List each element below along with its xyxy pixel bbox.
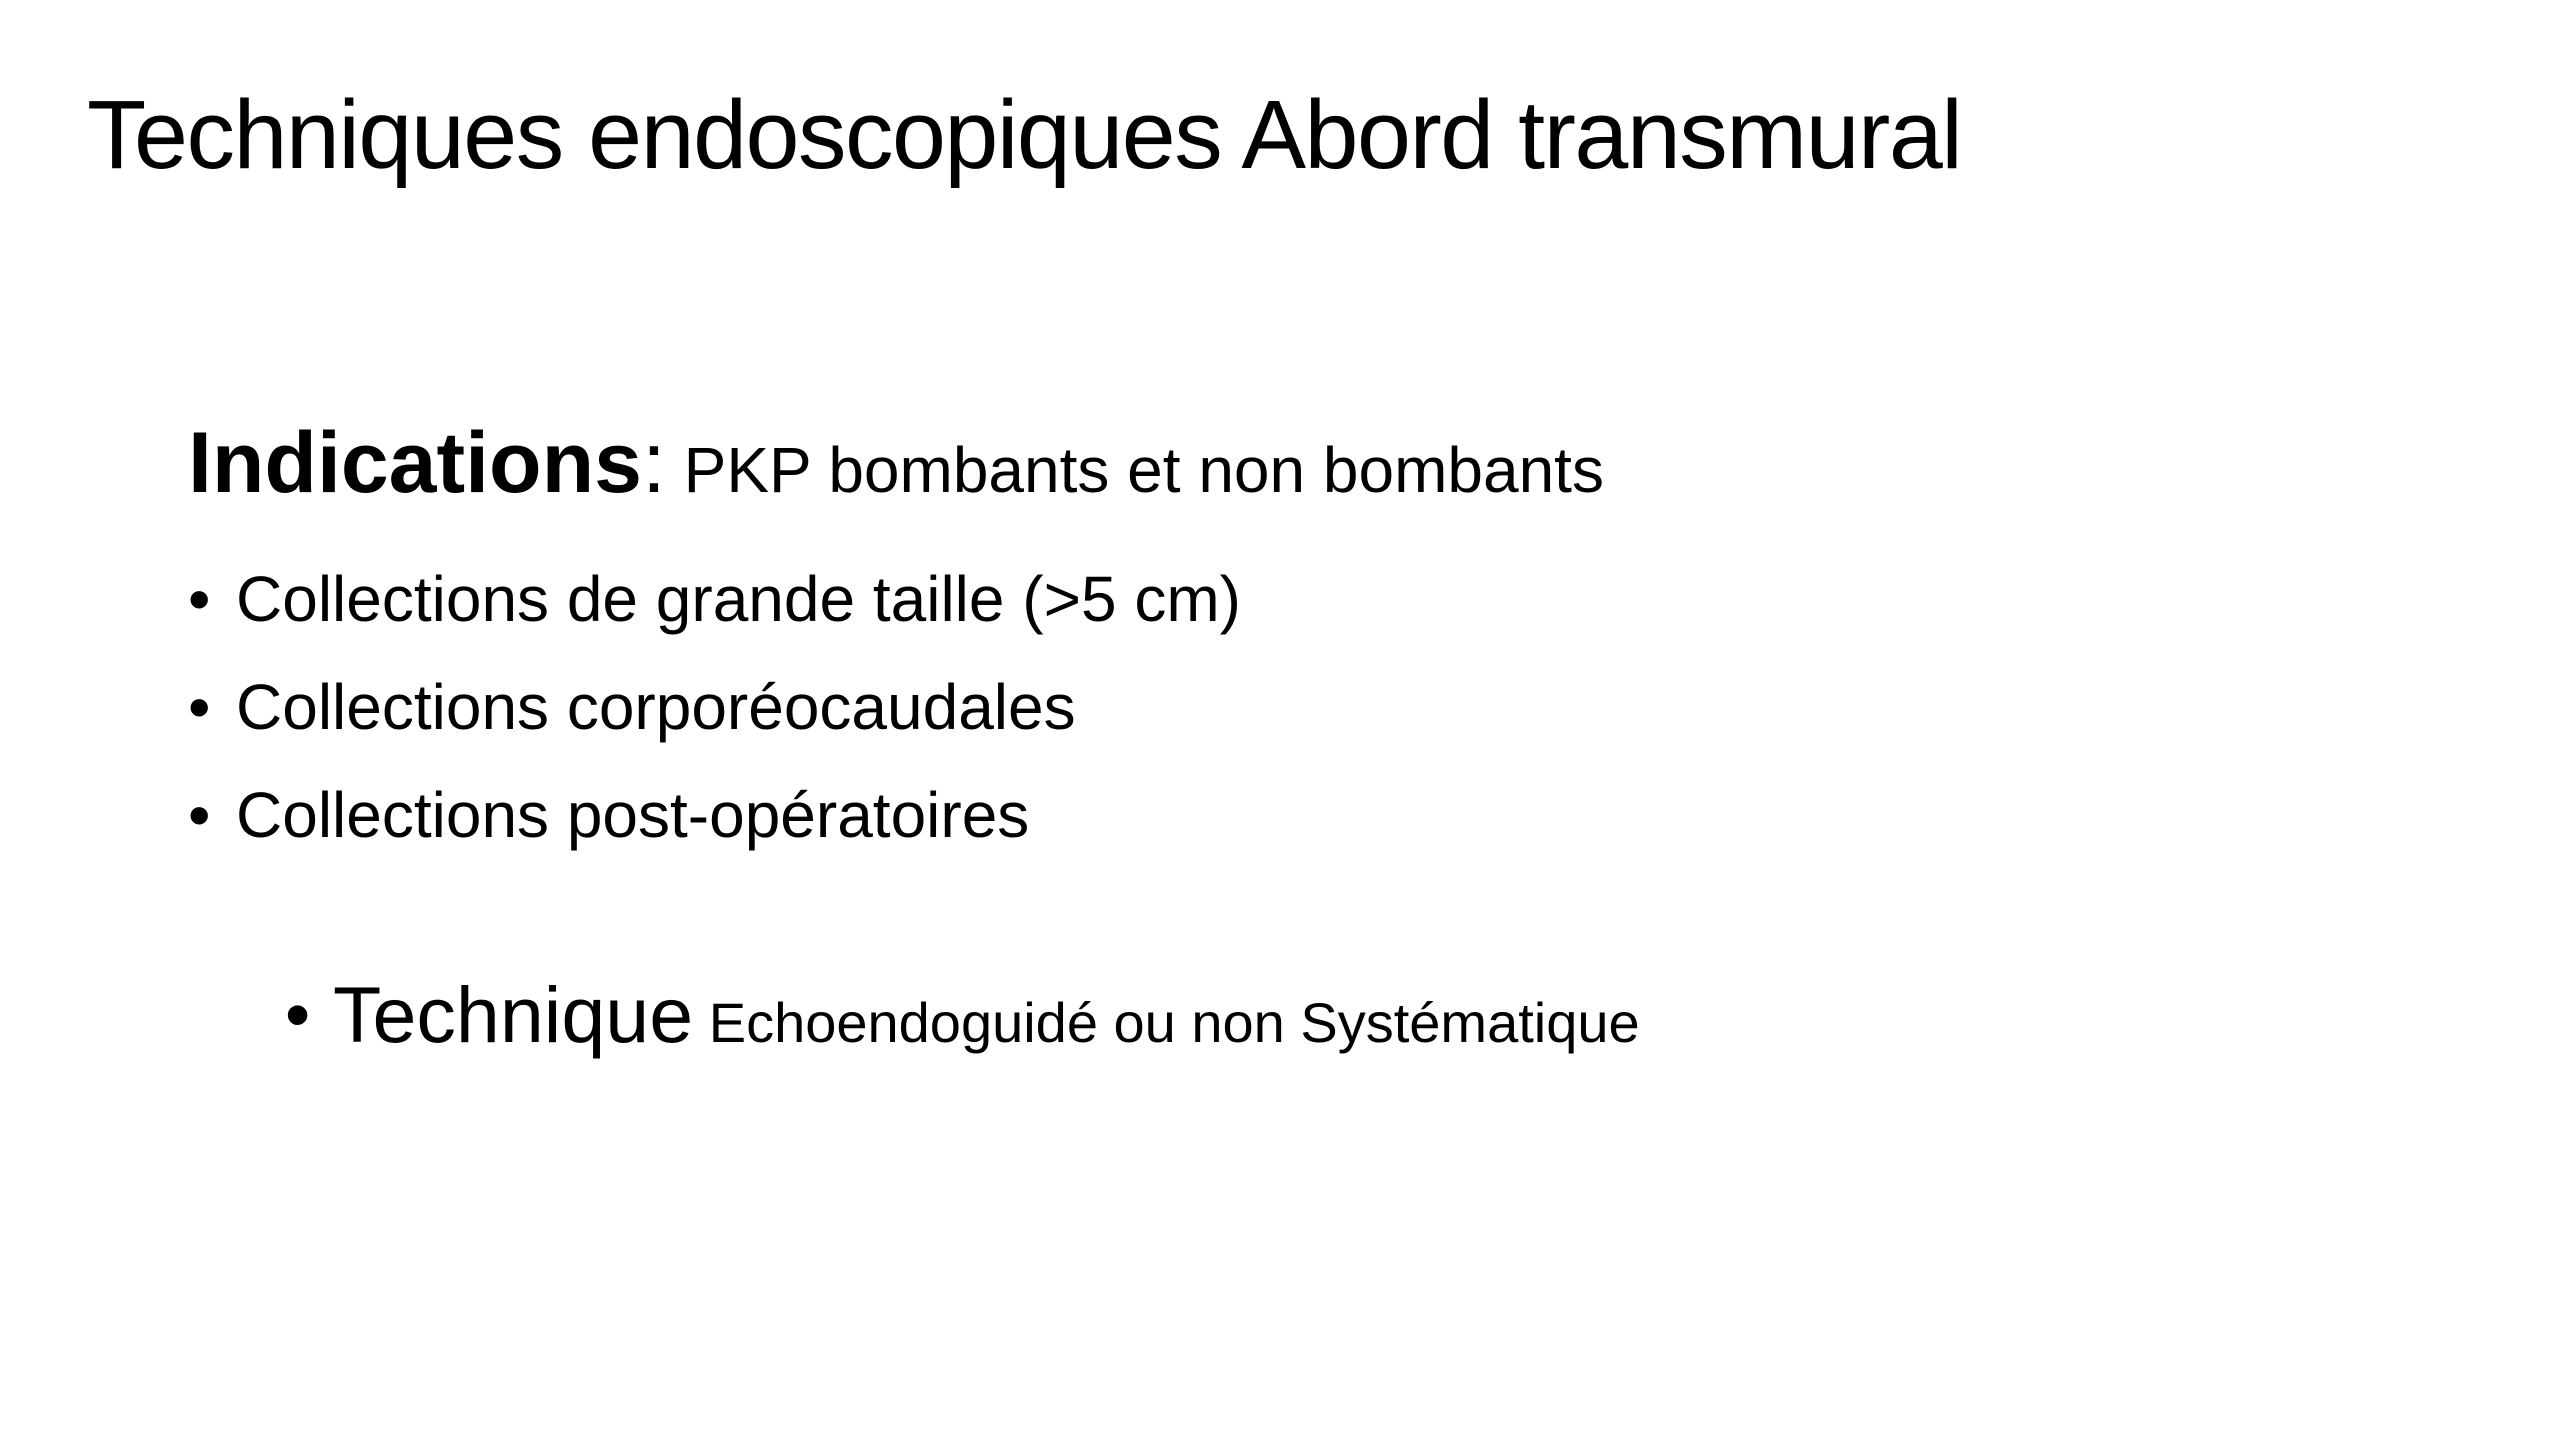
bullet-item: [188, 761, 1241, 869]
indications-line: [188, 408, 1604, 543]
bullet-dot-icon: •: [188, 671, 211, 743]
bullet-text: Collections de grande taille (>5 cm): [236, 563, 1241, 635]
technique-text: Echoendoguidé ou non Systématique: [693, 991, 1640, 1054]
bullet-dot-icon: •: [188, 779, 211, 851]
bullet-text: Collections post-opératoires: [236, 779, 1030, 851]
bullet-item: [188, 653, 1241, 761]
indications-label: Indications: [188, 415, 642, 511]
slide-title: Techniques endoscopiques Abord transmural: [87, 80, 1962, 189]
technique-line: [285, 955, 1640, 1098]
indications-text: PKP bombants et non bombants: [665, 434, 1604, 506]
bullet-item: [188, 545, 1241, 653]
bullet-text: Collections corporéocaudales: [236, 671, 1076, 743]
technique-label: Technique: [333, 970, 694, 1059]
technique-bullet-dot-icon: •: [285, 975, 311, 1055]
indications-bullet-list: [188, 545, 1241, 869]
indications-colon: :: [641, 415, 666, 511]
bullet-dot-icon: •: [188, 563, 211, 635]
